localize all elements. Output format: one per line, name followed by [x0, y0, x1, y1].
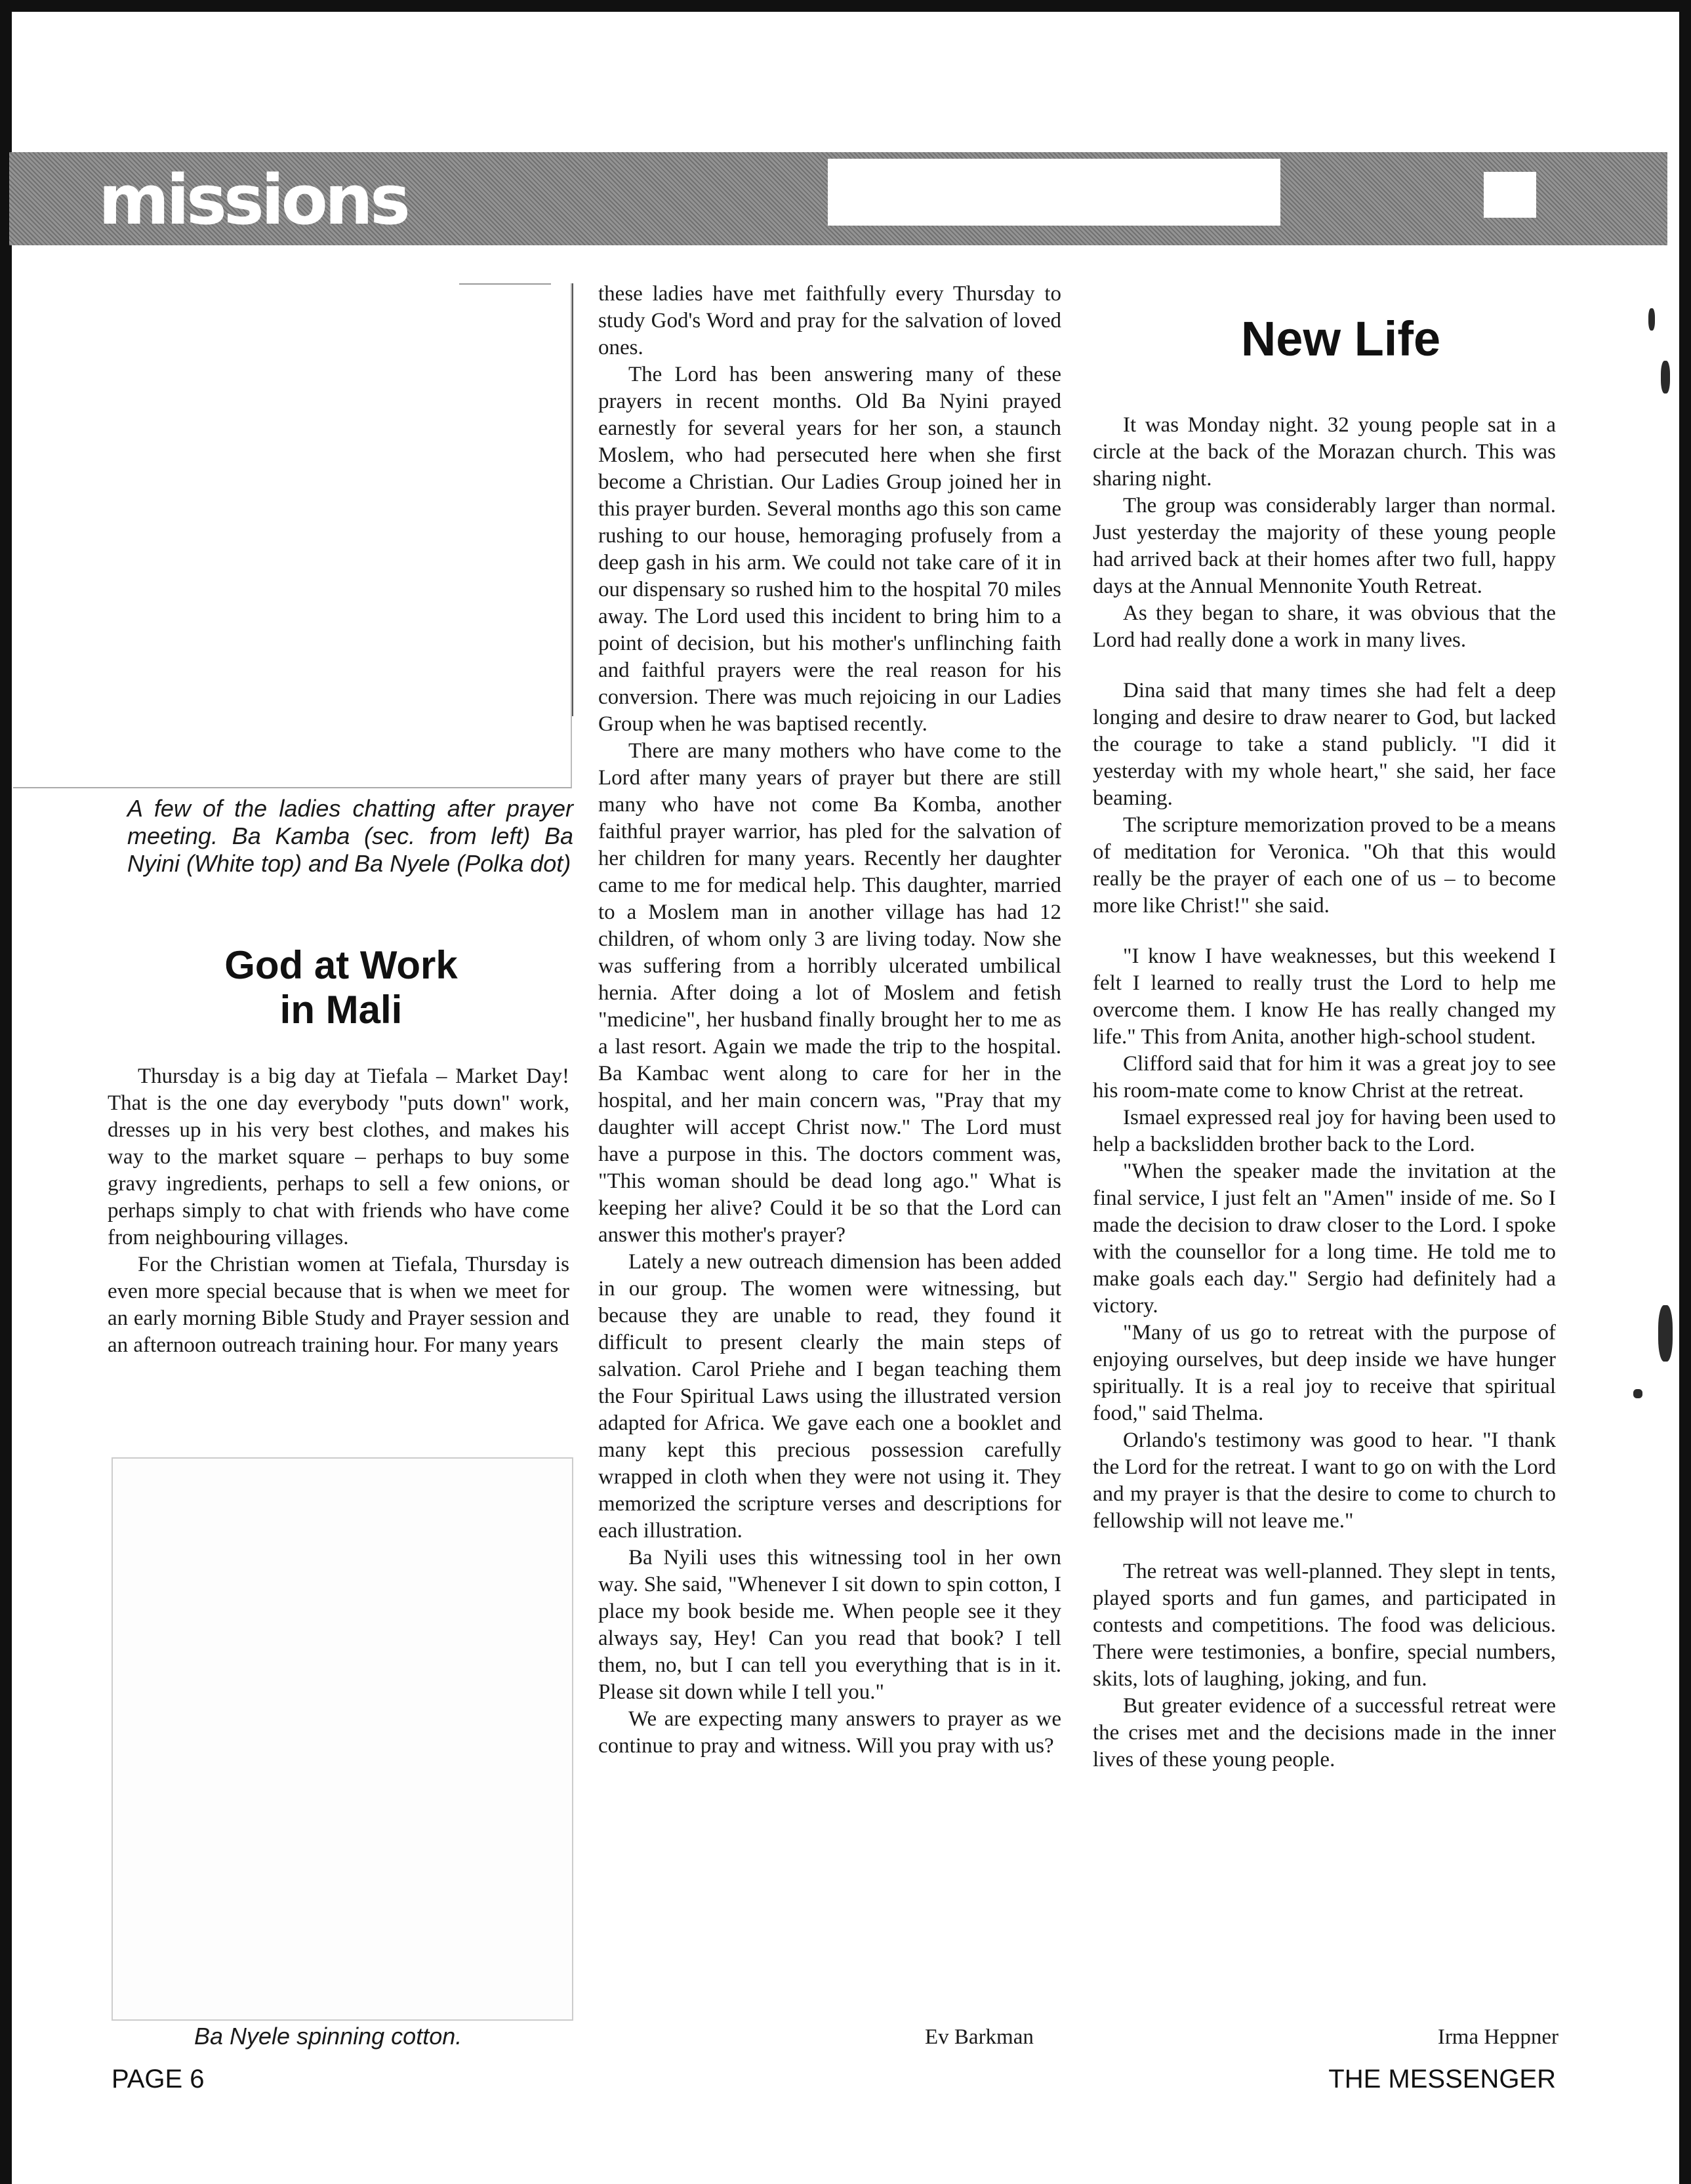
photo-caption-top: A few of the ladies chatting after prayer meeting. Ba Kamba (sec. from left) Ba Nyini (White top) and Ba Nyele (Polka dot)	[127, 795, 573, 877]
paragraph: Dina said that many times she had felt a deep longing and desire to draw nearer to God, but lacked the courage to take a stand publicly. "I did it yesterday with my whole heart," she said, her face beaming.	[1093, 679, 1556, 810]
headline-god-at-work	[112, 943, 571, 1032]
paragraph: these ladies have met faithfully every Thursday to study God's Word and pray for the salvation of loved ones.	[598, 282, 1061, 359]
scan-mark	[1648, 308, 1655, 331]
paragraph: The group was considerably larger than normal. Just yesterday the majority of these young people had arrived back at their homes after two full, happy days at the Annual Mennonite Youth Retreat.	[1093, 494, 1556, 598]
paragraph: The retreat was well-planned. They slept in tents, played sports and fun games, and participated in contests and competitions. The food was delicious. There were testimonies, a bonfire, special numbers, skits, lots of laughing, joking, and fun.	[1093, 1560, 1556, 1691]
page-border-top	[0, 0, 1691, 12]
paragraph: Ba Nyili uses this witnessing tool in her own way. She said, "Whenever I sit down to spin cotton, I place my book beside me. When people see it they always say, Hey! Can you read that book? I tell them, no, but I can tell you everything that is in it. Please sit down while I tell you."	[598, 1546, 1061, 1704]
page-number: PAGE 6	[112, 2065, 205, 2093]
headline-line-2: in Mali	[279, 988, 403, 1032]
paragraph: But greater evidence of a successful retreat were the crises met and the decisions made in the inner lives of these young people.	[1093, 1694, 1556, 1771]
paragraph: "I know I have weaknesses, but this weekend I felt I learned to really trust the Lord to help me overcome them. I know He has really changed my life." This from Anita, another high-school student.	[1093, 944, 1556, 1049]
page-border-left	[0, 0, 12, 2184]
author-irma-heppner: Irma Heppner	[1437, 2025, 1559, 2049]
page-border-right	[1679, 0, 1691, 2184]
header-square-mark	[1484, 172, 1536, 218]
paragraph: Thursday is a big day at Tiefala – Market Day! That is the one day everybody "puts down" work, dresses up in his very best clothes, and makes his way to the market square – perhaps to buy some gravy ingredients, perhaps to sell a few onions, or perhaps simply to chat with friends who have come from neighbouring villages.	[108, 1064, 569, 1249]
scan-mark	[1658, 1305, 1673, 1362]
paragraph: As they began to share, it was obvious that the Lord had really done a work in many lives.	[1093, 601, 1556, 652]
mali-column-2	[598, 281, 1061, 1760]
paragraph: It was Monday night. 32 young people sat in a circle at the back of the Morazan church. This was sharing night.	[1093, 413, 1556, 491]
scan-mark	[1633, 1389, 1642, 1398]
paragraph: "When the speaker made the invitation at the final service, I just felt an "Amen" inside of me. So I made the decision to draw closer to the Lord. I spoke with the counsellor for a long time. He told me to make goals each day." Sergio had definitely had a victory.	[1093, 1160, 1556, 1318]
photo-frame-line	[459, 283, 551, 285]
paragraph: We are expecting many answers to prayer as we continue to pray and witness. Will you pray with us?	[598, 1707, 1061, 1758]
section-title: missions	[98, 160, 407, 240]
photo-spinning-cotton	[112, 1457, 573, 2021]
paragraph: There are many mothers who have come to the Lord after many years of prayer but there are still many who have not come Ba Komba, another faithful prayer warrior, has pled for the salvation of her children for many years. Recently her daughter came to me for medical help. This daughter, married to a Moslem man in another village has had 12 children, of whom only 3 are living today. Now she was suffering from a horribly ulcerated umbilical hernia. After doing a lot of Moslem and fetish "medicine", her husband finally brought her to me as a last resort. Again we made the trip to the hospital. Ba Kambac went along to care for her in the hospital, and her main concern was, "Pray that my daughter will accept Christ now." The Lord must have a purpose in this. The doctors comment was, "This woman should be dead long ago." What is keeping her alive? Could it be so that the Lord can answer this mother's prayer?	[598, 739, 1061, 1247]
photo-caption-bottom: Ba Nyele spinning cotton.	[194, 2023, 462, 2050]
author-ev-barkman: Ev Barkman	[925, 2025, 1034, 2049]
paragraph: The Lord has been answering many of these prayers in recent months. Old Ba Nyini prayed earnestly for several years for her son, a staunch Moslem, who had persecuted here when she first become a Christian. Our Ladies Group joined her in this prayer burden. Several months ago this son came rushing to our house, hemoraging profusely from a deep gash in his arm. We could not take care of it in our dispensary so rushed him to the hospital 70 miles away. The Lord used this incident to bring him to a point of decision, but his mother's unflinching faith and faithful prayers were the real reason for his conversion. There was much rejoicing in our Ladies Group when he was baptised recently.	[598, 363, 1061, 736]
mali-column-1	[108, 1063, 569, 1359]
photo-ladies-chatting	[13, 283, 572, 788]
paragraph: Clifford said that for him it was a great joy to see his room-mate come to know Christ at the retreat.	[1093, 1052, 1556, 1102]
paragraph: For the Christian women at Tiefala, Thursday is even more special because that is when we meet for an early morning Bible Study and Prayer session and an afternoon outreach training hour. For many years	[108, 1253, 569, 1357]
paragraph: The scripture memorization proved to be a means of meditation for Veronica. "Oh that this would really be the prayer of each one of us – to become more like Christ!" she said.	[1093, 813, 1556, 918]
new-life-body	[1093, 412, 1556, 1773]
headline-new-life: New Life	[1240, 312, 1441, 366]
paragraph: Orlando's testimony was good to hear. "I thank the Lord for the retreat. I want to go on with the Lord and my prayer is that the desire to come to church to fellowship will not leave me."	[1093, 1428, 1556, 1533]
headline-line-1: God at Work	[224, 943, 458, 987]
paragraph: Lately a new outreach dimension has been added in our group. The women were witnessing, but because they are unable to read, they found it difficult to present clearly the main steps of salvation. Carol Priehe and I began teaching them the Four Spiritual Laws using the illustrated version adapted for Africa. We gave each one a booklet and many kept this precious possession carefully wrapped in cloth when they were not using it. They memorized the scripture verses and descriptions for each illustration.	[598, 1250, 1061, 1543]
scan-mark	[1661, 361, 1670, 394]
publication-name: THE MESSENGER	[1328, 2065, 1556, 2093]
paragraph: Ismael expressed real joy for having been used to help a backslidden brother back to the Lord.	[1093, 1106, 1556, 1156]
column-rule	[572, 283, 573, 716]
paragraph: "Many of us go to retreat with the purpose of enjoying ourselves, but deep inside we have hunger spiritually. It is a real joy to receive that spiritual food," said Thelma.	[1093, 1321, 1556, 1425]
header-blank-panel	[828, 159, 1280, 226]
